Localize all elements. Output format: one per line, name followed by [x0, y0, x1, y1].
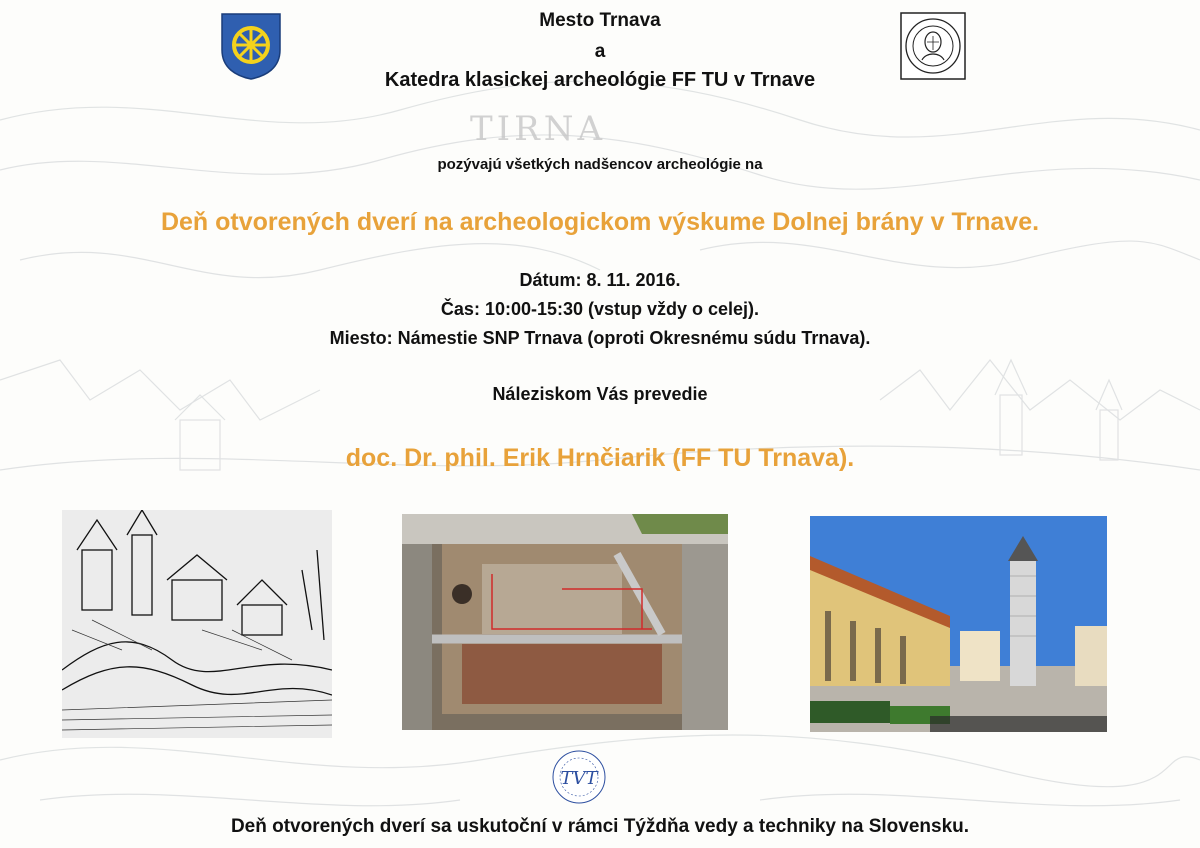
- event-place: Miesto: Námestie SNP Trnava (oproti Okresnému súdu Trnava).: [329, 328, 871, 348]
- invitation-text: pozývajú všetkých nadšencov archeológie na: [437, 156, 763, 173]
- excavation-site-photo: [402, 514, 728, 730]
- historic-engraving-image: [62, 510, 332, 738]
- header-line-1: Mesto Trnava: [539, 10, 661, 31]
- event-time: Čas: 10:00-15:30 (vstup vždy o celej).: [440, 299, 760, 319]
- guide-name: doc. Dr. phil. Erik Hrnčiarik (FF TU Trnava).: [345, 444, 855, 472]
- footer-text: Deň otvorených dverí sa uskutoční v rámci Týždňa vedy a techniky na Slovensku.: [230, 816, 970, 837]
- town-square-tower-photo: [810, 516, 1107, 732]
- header-line-2: a: [594, 41, 606, 62]
- tvt-logo-text: TVT: [560, 768, 598, 789]
- guide-intro: Náleziskom Vás prevedie: [492, 384, 708, 404]
- event-date: Dátum: 8. 11. 2016.: [519, 270, 681, 290]
- event-title: Deň otvorených dverí na archeologickom výskume Dolnej brány v Trnave.: [160, 208, 1040, 236]
- header-line-3: Katedra klasickej archeológie FF TU v Trnave: [384, 69, 816, 91]
- watermark-label: TIRNA: [470, 109, 607, 149]
- tvt-logo: [551, 749, 607, 805]
